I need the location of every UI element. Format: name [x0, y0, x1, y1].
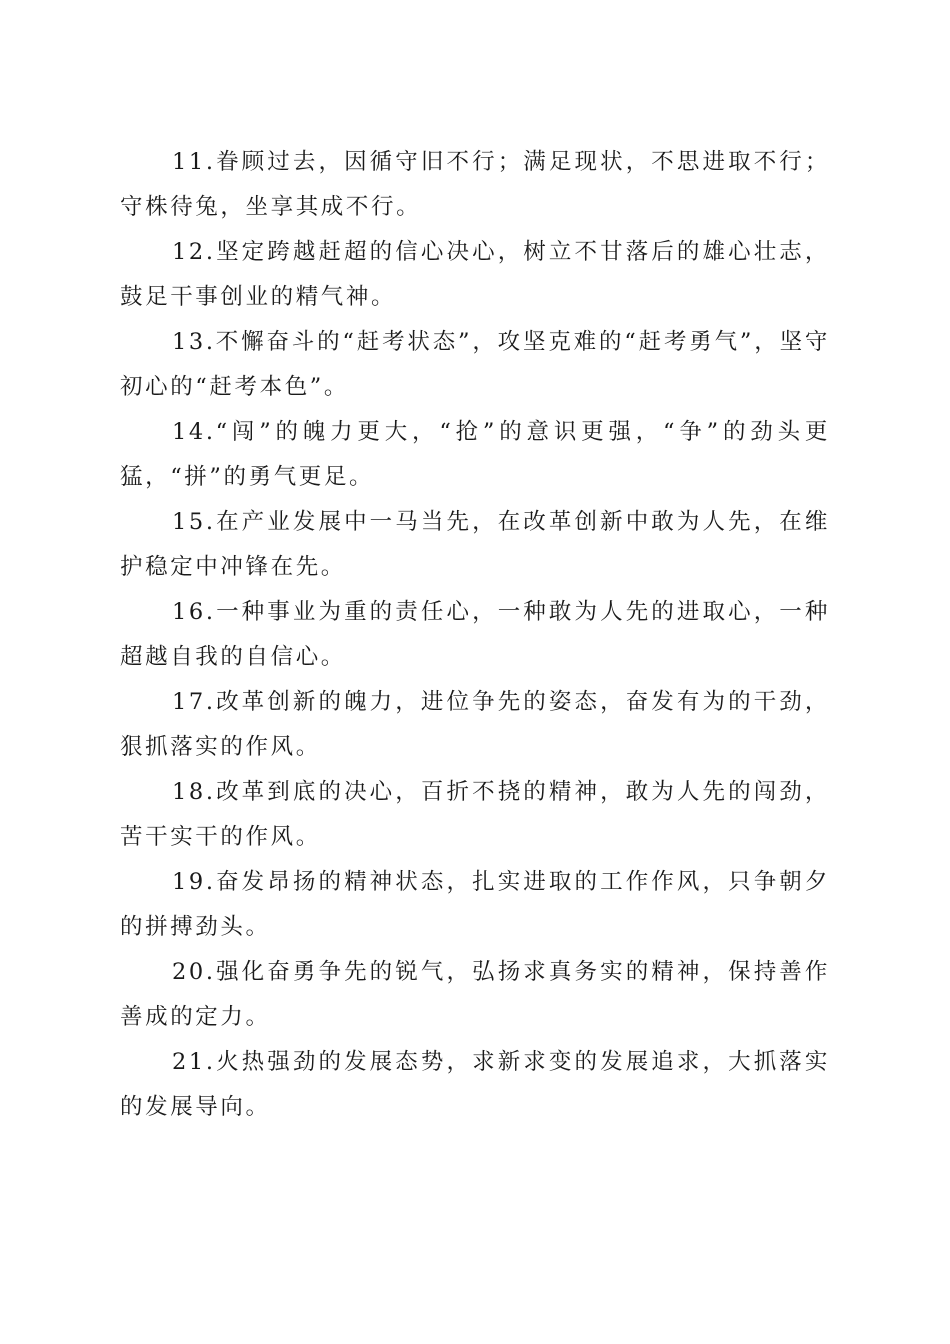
paragraph-21: 21.火热强劲的发展态势，求新求变的发展追求，大抓落实的发展导向。 — [120, 1049, 830, 1120]
paragraph-20: 20.强化奋勇争先的锐气，弘扬求真务实的精神，保持善作善成的定力。 — [120, 959, 830, 1030]
document-body — [120, 140, 830, 1130]
paragraph-17: 17.改革创新的魄力，进位争先的姿态，奋发有为的干劲，狠抓落实的作风。 — [120, 689, 830, 760]
paragraph-12: 12.坚定跨越赶超的信心决心，树立不甘落后的雄心壮志，鼓足干事创业的精气神。 — [120, 239, 830, 310]
paragraph-16: 16.一种事业为重的责任心，一种敢为人先的进取心，一种超越自我的自信心。 — [120, 599, 830, 670]
paragraph-13: 13.不懈奋斗的“赶考状态”，攻坚克难的“赶考勇气”，坚守初心的“赶考本色”。 — [120, 329, 830, 400]
paragraph-19: 19.奋发昂扬的精神状态，扎实进取的工作作风，只争朝夕的拼搏劲头。 — [120, 869, 830, 940]
paragraph-15: 15.在产业发展中一马当先，在改革创新中敢为人先，在维护稳定中冲锋在先。 — [120, 509, 830, 580]
paragraph-14: 14.“闯”的魄力更大，“抢”的意识更强，“争”的劲头更猛，“拼”的勇气更足。 — [120, 419, 830, 490]
paragraph-18: 18.改革到底的决心，百折不挠的精神，敢为人先的闯劲，苦干实干的作风。 — [120, 779, 830, 850]
paragraph-11: 11.眷顾过去，因循守旧不行；满足现状，不思进取不行；守株待兔，坐享其成不行。 — [120, 149, 830, 220]
